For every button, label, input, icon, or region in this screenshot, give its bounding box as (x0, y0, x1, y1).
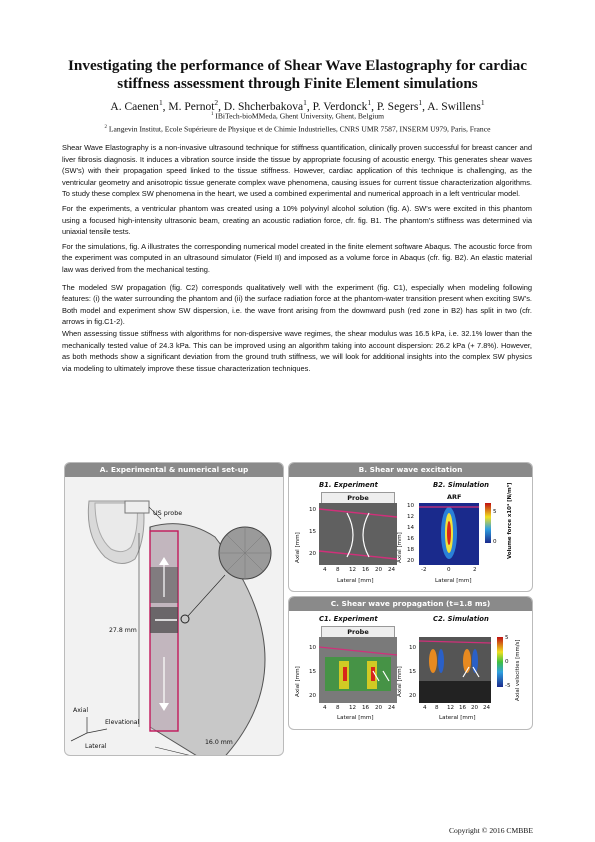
author-name: P. Verdonck (312, 100, 368, 113)
y-tick-label: 15 (309, 529, 317, 535)
c2-colorbar (497, 637, 503, 687)
c1-title: C1. Experiment (319, 615, 378, 623)
panel-b-header: B. Shear wave excitation (289, 463, 532, 477)
c2-title: C2. Simulation (433, 615, 489, 623)
width-dimension: 16.0 mm (205, 739, 233, 746)
y-tick-label: 10 (407, 503, 415, 509)
x-tick-label: 12 (349, 567, 357, 573)
affiliation-2: $^2$ Langevin Institut, Ecole Supérieure de Physique et de Chimie Industrielles, CNRS UMR 7587, INSERM U979, Paris, France (104, 124, 491, 134)
x-tick-label: 8 (435, 705, 439, 711)
b1-title: B1. Experiment (319, 481, 378, 489)
panel-c (288, 596, 533, 730)
x-tick-label: 12 (447, 705, 455, 711)
b2-colorbar-label: Volume force x10⁴ [N/m³] (507, 482, 513, 559)
colorbar-tick-label: 5 (493, 509, 497, 515)
paragraph: For the experiments, a ventricular phantom was created using a 10% polyvinyl alcohol solution (fig. A). SW’s were excited in this phantom using a focused high-intensity ultrasonic beam, creating an acoustic radiation force, cfr. fig. B1. The phantom’s stiffness was determined via uniaxial tensile tests. (62, 203, 532, 237)
author-name: A. Caenen (110, 100, 159, 113)
c1-ylabel: Axial [mm] (295, 666, 301, 697)
y-tick-label: 20 (409, 693, 417, 699)
panel-a (64, 462, 284, 756)
colorbar-tick-label: 0 (493, 539, 497, 545)
affiliation-1: $^1$ IBiTech-bioMMeda, Ghent University, Ghent, Belgium (210, 111, 385, 121)
panel-c-header: C. Shear wave propagation (t=1.8 ms) (289, 597, 532, 611)
axis-elevational: Elevational (105, 719, 140, 726)
x-tick-label: 8 (336, 705, 340, 711)
author-affiliation-mark: 1 (367, 98, 372, 107)
paragraph: When assessing tissue stiffness with algorithms for non-dispersive wave regimes, the shear modulus was 16.5 kPa, i.e. 32.1% lower than the mechanically tested value of 24.3 kPa. This can be improved using an algorithm taking into account dispersion: 26.2 kPa (+ 7.8%). However, as both methods show a significant deviation from the ground truth stiffness, we will look for additional insights into the complex SW physics via modeling to ultimately improve these tissue characterization techniques. (62, 328, 532, 373)
axis-lateral: Lateral (85, 743, 107, 750)
panel-a-header: A. Experimental & numerical set-up (65, 463, 283, 477)
y-tick-label: 20 (407, 558, 415, 564)
b2-xlabel: Lateral [mm] (435, 578, 472, 584)
paragraph: The modeled SW propagation (fig. C2) corresponds qualitatively well with the experiment (fig. C1), especially when modeling following features: (i) the water surrounding the phantom and (ii) the surface radiation force at the phantom-water transition present when exciting SW’s. Both model and experiment show SW dispersion, i.e. the wave front arising from the downward push (red zone in B2) has split in two (cfr. arrows in fig.C1-2). (62, 282, 532, 327)
y-tick-label: 20 (309, 551, 317, 557)
author-name: M. Pernot (168, 100, 215, 113)
copyright: Copyright © 2016 CMBBE (448, 826, 533, 835)
y-tick-label: 14 (407, 525, 415, 531)
colorbar-tick-label: -5 (505, 683, 511, 689)
x-tick-label: -2 (421, 567, 427, 573)
y-tick-label: 18 (407, 547, 415, 553)
height-dimension: 27.8 mm (109, 627, 137, 634)
x-tick-label: 8 (336, 567, 340, 573)
colorbar-tick-label: 5 (505, 635, 509, 641)
setup-illustration (65, 477, 283, 755)
b2-image (419, 503, 479, 565)
x-tick-label: 16 (459, 705, 467, 711)
paper-title (0, 57, 595, 93)
y-tick-label: 10 (409, 645, 417, 651)
c2-colorbar-label: Axial velocities [mm/s] (515, 639, 521, 701)
x-tick-label: 4 (323, 705, 327, 711)
us-probe (125, 501, 149, 513)
x-tick-label: 4 (323, 567, 327, 573)
x-tick-label: 16 (362, 567, 370, 573)
author-affiliation-mark: 1 (418, 98, 423, 107)
axis-axial: Axial (73, 707, 89, 714)
b1-probe: Probe (321, 492, 395, 504)
y-tick-label: 10 (309, 507, 317, 513)
b2-title: B2. Simulation (433, 481, 490, 489)
y-tick-label: 10 (309, 645, 317, 651)
c2-xlabel: Lateral [mm] (439, 715, 476, 721)
b1-ylabel: Axial [mm] (295, 532, 301, 563)
y-tick-label: 16 (407, 536, 415, 542)
abstract-body (62, 142, 532, 377)
x-tick-label: 0 (447, 567, 451, 573)
author-affiliation-mark: 1 (480, 98, 485, 107)
c2-image (419, 637, 491, 703)
paragraph: Shear Wave Elastography is a non-invasive ultrasound technique for stiffness quantification, clinically proven successful for breast cancer and liver fibrosis diagnosis. It induces a vibration source inside the tissue by appropriate focusing of acoustic energy. This generates shear waves (SW’s) with their propagation speed linked to the tissue stiffness. However, cardiac application of this technique is challenging, as the ventricular geometry and anisotropic tissue generate complex wave phenomena, causing issues for current tissue characterization algorithms. To study these complex SW phenomena in the heart, we used a combined experimental and numerical approach in a left ventricular model. (62, 143, 532, 199)
arf-label: ARF (447, 493, 462, 501)
b1-image (319, 503, 397, 565)
x-tick-label: 2 (473, 567, 477, 573)
colorbar-tick-label: 0 (505, 659, 509, 665)
author-affiliation-mark: 1 (303, 98, 307, 107)
y-tick-label: 12 (407, 514, 415, 520)
y-tick-label: 15 (409, 669, 417, 675)
x-tick-label: 20 (471, 705, 479, 711)
x-tick-label: 4 (423, 705, 427, 711)
b2-ylabel: Axial [mm] (397, 532, 403, 563)
b1-xlabel: Lateral [mm] (337, 578, 374, 584)
c1-image (319, 637, 397, 703)
author-affiliation-mark: 1 (158, 98, 163, 107)
author-affiliation-mark: 2 (214, 98, 219, 107)
x-tick-label: 24 (388, 705, 396, 711)
x-tick-label: 24 (483, 705, 491, 711)
title-line-1: Investigating the performance of Shear Wave Elastography for cardiac (68, 57, 527, 74)
author-name: P. Segers (376, 100, 419, 113)
panel-b (288, 462, 533, 592)
c2-ylabel: Axial [mm] (397, 666, 403, 697)
author-name: A. Swillens (427, 100, 481, 113)
x-tick-label: 16 (362, 705, 370, 711)
probe-label: US probe (153, 509, 183, 517)
figure (64, 462, 531, 754)
paragraph: For the simulations, fig. A illustrates the corresponding numerical model created in the finite element software Abaqus. The acoustic force from the experiment was computed in an ultrasound simulator (Field II) and imposed as a volume force in Abaqus (cfr. fig. B2). An elastic material law was derived from the mechanical testing. (62, 241, 532, 274)
x-tick-label: 24 (388, 567, 396, 573)
x-tick-label: 20 (375, 567, 383, 573)
author-list: A. Caenen$^1$, M. Pernot$^2$, D. Shcherbakova$^1$, P. Verdonck$^1$, P. Segers$^1$, A. Swillens$^1$ (110, 98, 485, 113)
author-name: D. Shcherbakova (223, 100, 304, 113)
c1-probe: Probe (321, 626, 395, 638)
title-line-2: stiffness assessment through Finite Element simulations (117, 75, 478, 92)
c1-xlabel: Lateral [mm] (337, 715, 374, 721)
y-tick-label: 15 (309, 669, 317, 675)
x-tick-label: 12 (349, 705, 357, 711)
y-tick-label: 20 (309, 693, 317, 699)
x-tick-label: 20 (375, 705, 383, 711)
b2-colorbar (485, 503, 491, 543)
